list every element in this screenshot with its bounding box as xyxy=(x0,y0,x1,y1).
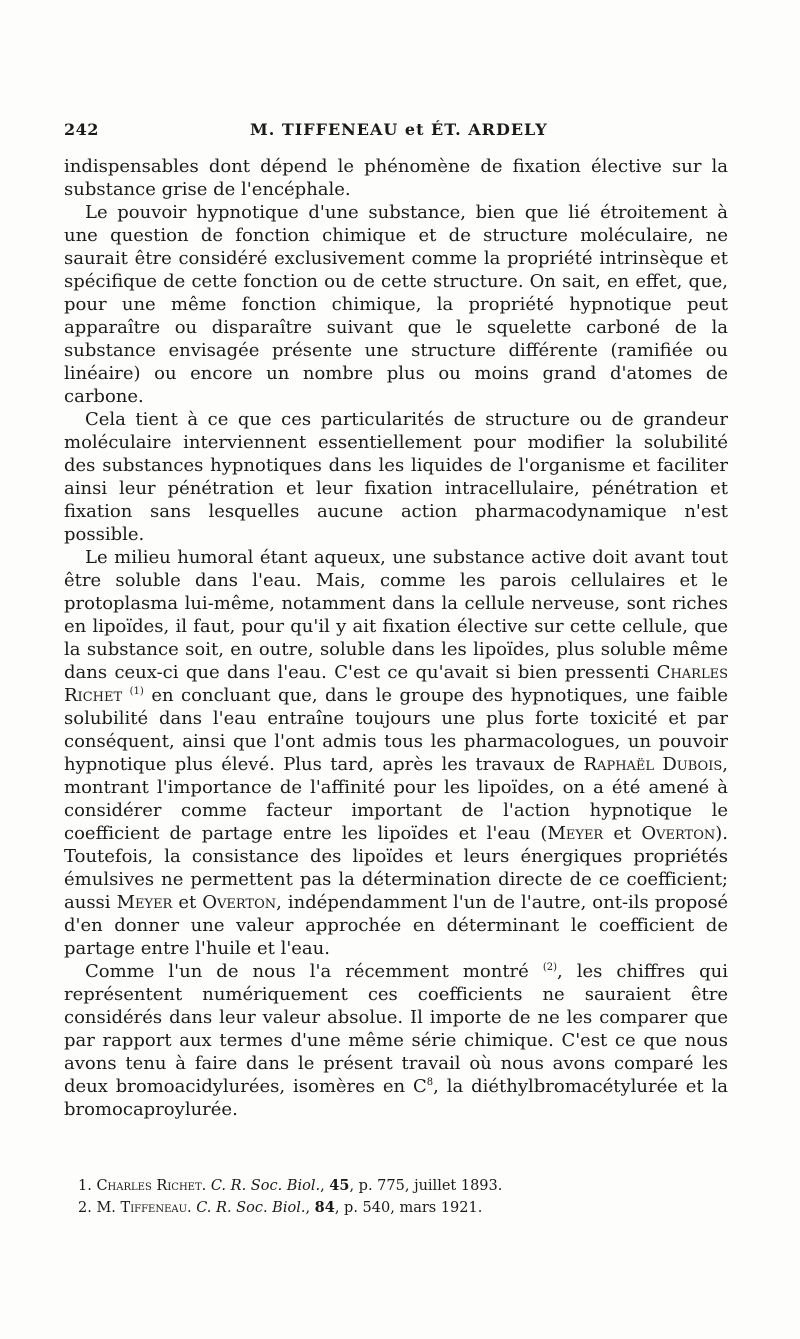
footnote-1-number: 1. xyxy=(78,1178,92,1194)
footnote-2-rest: , p. 540, mars 1921. xyxy=(334,1200,483,1216)
body-text xyxy=(64,155,728,1121)
footnote-2-number: 2. xyxy=(78,1200,92,1216)
paragraph-5-text-b: , les chiffres qui représentent numériquement ces coefficients ne sauraient être considérés dans leur valeur absolue. Il importe de ne les comparer que par rapport aux termes d'une même série chimique. C'est ce que nous avons tenu à faire dans le présent travail où nous avons comparé les deux bromoacidylurées, isomères en C xyxy=(64,961,728,1097)
paragraph-2: Le pouvoir hypnotique d'une substance, bien que lié étroitement à une question de fonction chimique et de structure moléculaire, ne saurait être considéré exclusivement comme la propriété intrinsèque et spécifique de cette fonction ou de cette structure. On sait, en effet, que, pour une même fonction chimique, la propriété hypnotique peut apparaître ou disparaître suivant que le squelette carboné de la substance envisagée présente une structure différente (ramifiée ou linéaire) ou encore un nombre plus ou moins grand d'atomes de carbone. xyxy=(64,202,728,407)
paragraph-5-text-a: Comme l'un de nous l'a récemment montré xyxy=(85,961,529,982)
superscript-8: 8 xyxy=(426,1077,434,1088)
paragraph-5-text-c: , la diéthylbromacétylurée et la bromocaproylurée. xyxy=(64,1076,728,1120)
author-overton-2: Overton xyxy=(202,892,277,913)
page-number: 242 xyxy=(64,120,99,139)
footnote-1-journal: C. R. Soc. Biol. xyxy=(210,1178,321,1194)
footnote-ref-1: (1) xyxy=(129,686,144,697)
author-meyer: Meyer xyxy=(547,823,604,844)
paragraph-1: indispensables dont dépend le phénomène de fixation élective sur la substance grise de l'encéphale. xyxy=(64,156,728,200)
footnote-2-author: M. Tiffeneau. xyxy=(96,1200,192,1216)
paragraph-4-text-d: ). Toutefois, la consistance des lipoïdes et leurs énergiques propriétés émulsives ne permettent pas la détermination directe de ce coefficient; aussi xyxy=(64,823,728,913)
footnote-1-volume: 45 xyxy=(329,1177,350,1194)
footnote-2: 2. M. Tiffeneau. C. R. Soc. Biol., 84, p. 540, mars 1921. xyxy=(78,1199,483,1216)
paragraph-5 xyxy=(64,960,728,1121)
running-head: M. TIFFENEAU et ÉT. ARDELY xyxy=(250,120,548,139)
paragraph-4 xyxy=(64,546,728,960)
footnote-2-journal: C. R. Soc. Biol. xyxy=(196,1200,306,1216)
footnotes xyxy=(78,1175,728,1219)
paragraph-4-et-1: et xyxy=(613,823,632,844)
paragraph-3: Cela tient à ce que ces particularités de structure ou de grandeur moléculaire interviennent essentiellement pour modifier la solubilité des substances hypnotiques dans les liquides de l'organisme et faciliter ainsi leur pénétration et leur fixation intracellulaire, pénétration et fixation sans lesquelles aucune action pharmacodynamique n'est possible. xyxy=(64,409,728,545)
paragraph-4-text-b: en concluant que, dans le groupe des hypnotiques, une faible solubilité dans l'eau entraîne toujours une plus forte toxicité et par conséquent, ainsi que l'ont admis tous les pharmacologues, un pouvoir hypnotique plus élevé. Plus tard, après les travaux de xyxy=(64,685,728,775)
paragraph-4-text-a: Le milieu humoral étant aqueux, une substance active doit avant tout être soluble dans l'eau. Mais, comme les parois cellulaires et le protoplasma lui-même, notamment dans la cellule nerveuse, sont riches en lipoïdes, il faut, pour qu'il y ait fixation élective sur cette cellule, que la substance soit, en outre, soluble dans les lipoïdes, plus soluble même dans ceux-ci que dans l'eau. C'est ce qu'avait si bien pressenti xyxy=(64,547,728,683)
paragraph-4-text-c: , montrant l'importance de l'affinité pour les lipoïdes, on a été amené à considérer comme facteur important de l'action hypnotique le coefficient de partage entre les lipoïdes et l'eau ( xyxy=(64,754,728,844)
footnote-1-rest: , p. 775, juillet 1893. xyxy=(349,1178,503,1194)
author-richet: Charles Richet xyxy=(64,662,728,706)
footnote-1-author: Charles Richet. xyxy=(96,1178,207,1194)
author-meyer-2: Meyer xyxy=(116,892,173,913)
footnote-1: 1. Charles Richet. C. R. Soc. Biol., 45, p. 775, juillet 1893. xyxy=(78,1177,503,1194)
footnote-2-volume: 84 xyxy=(314,1199,335,1216)
paragraph-4-et-2: et xyxy=(178,892,197,913)
author-dubois: Raphaël Dubois xyxy=(583,754,723,775)
author-overton: Overton xyxy=(641,823,716,844)
paragraph-4-text-e: , indépendamment l'un de l'autre, ont-ils proposé d'en donner une valeur approchée en déterminant le coefficient de partage entre l'huile et l'eau. xyxy=(64,892,728,959)
footnote-ref-2: (2) xyxy=(542,962,557,973)
